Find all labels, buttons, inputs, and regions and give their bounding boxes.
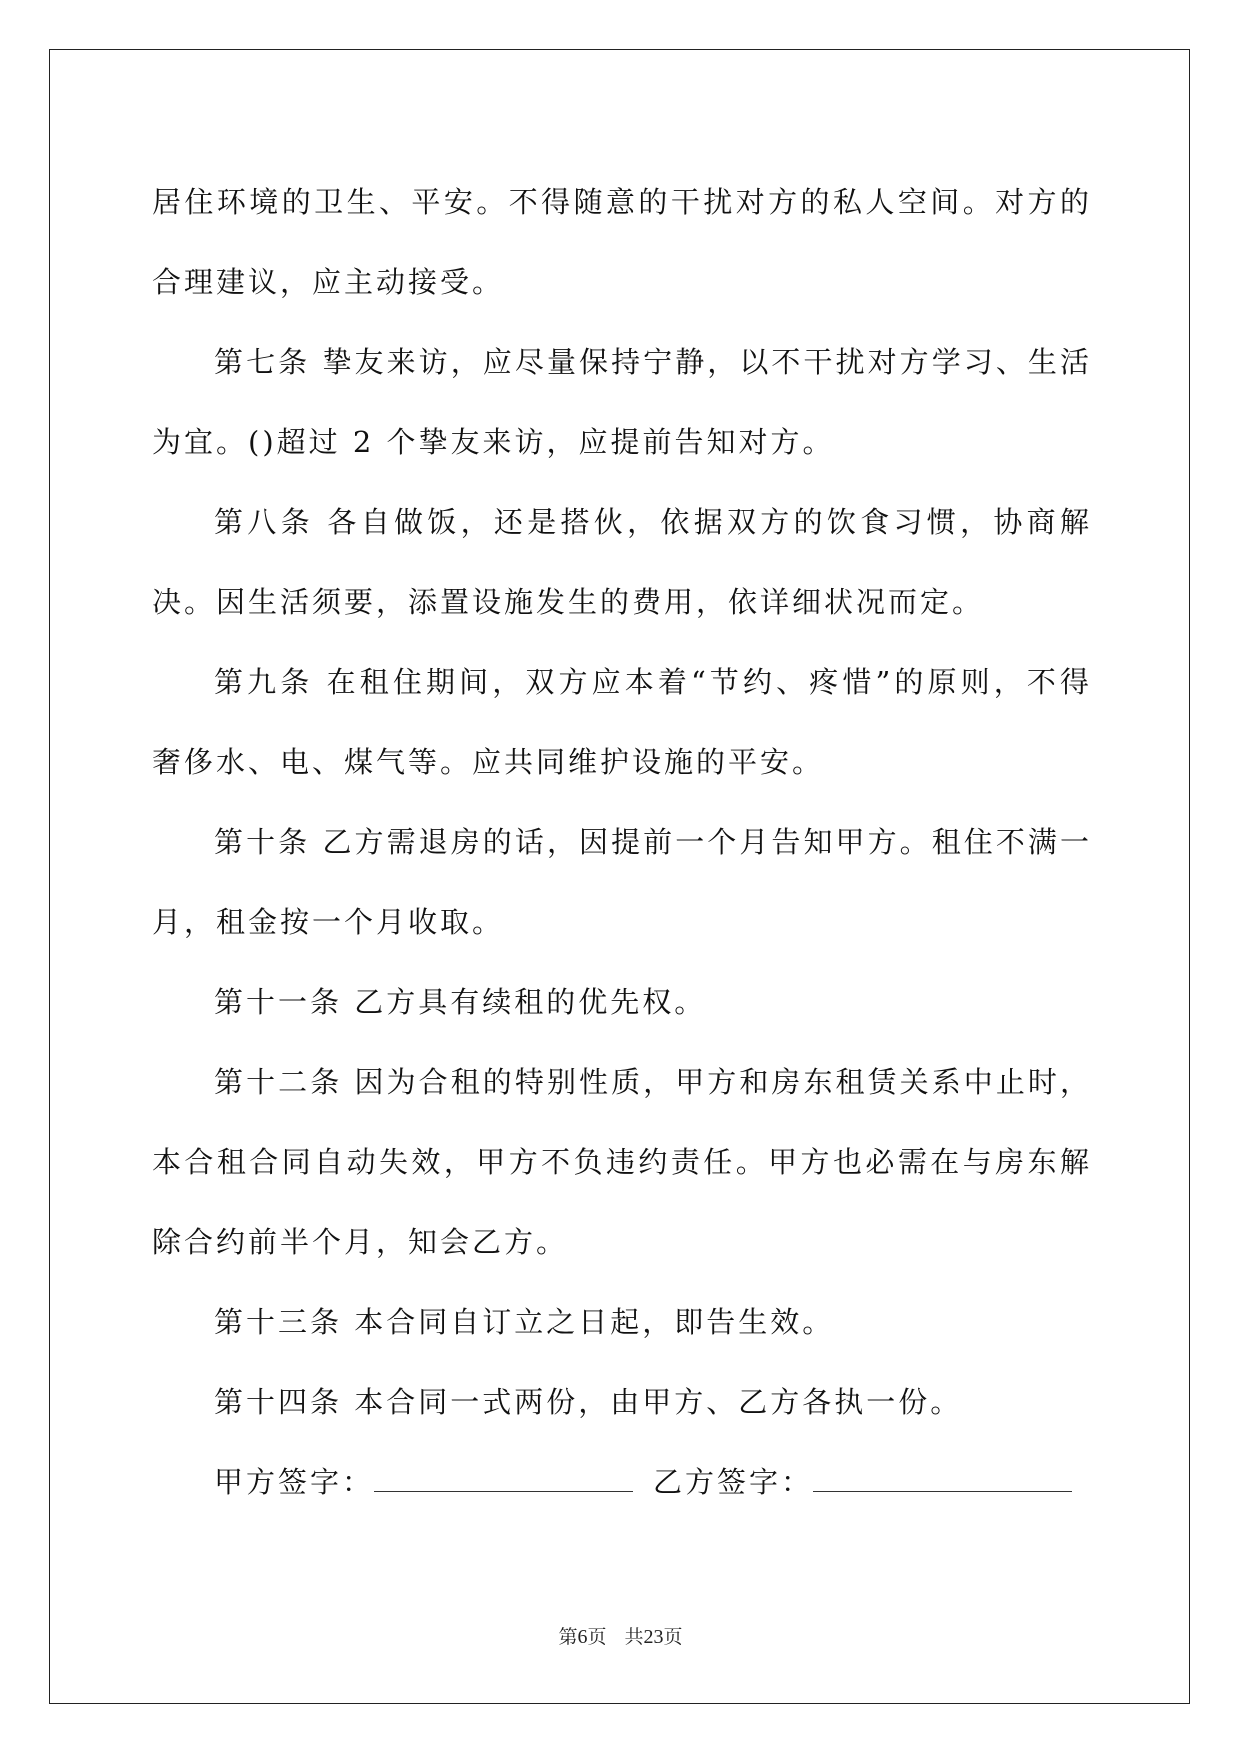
footer-total-prefix: 共 [624,1626,644,1648]
party-a-signature-label: 甲方签字： [214,1465,375,1499]
clause-8: 第八条 各自做饭，还是搭伙，依据双方的饮食习惯，协商解决。因生活须要，添置设施发生的费用，依详细状况而定。 [152,505,1092,619]
signature-row [152,1442,1092,1522]
paragraph-hygiene: 居住环境的卫生、平安。不得随意的干扰对方的私人空间。对方的合理建议，应主动接受。 [152,185,1092,299]
footer-page-suffix: 页 [587,1626,607,1648]
clause-9: 第九条 在租住期间，双方应本着“节约、疼惜”的原则，不得奢侈水、电、煤气等。应共同维护设施的平安。 [152,665,1092,779]
footer-page-number: 6 [577,1626,588,1648]
clause-10: 第十条 乙方需退房的话，因提前一个月告知甲方。租住不满一月，租金按一个月收取。 [152,825,1092,939]
footer-total-pages: 23 [643,1626,664,1648]
footer-page-prefix: 第 [558,1626,578,1648]
party-b-signature-blank [813,1477,1072,1492]
clause-11: 第十一条 乙方具有续租的优先权。 [214,985,707,1019]
page-footer [0,1622,1241,1649]
party-a-signature-blank [374,1477,633,1492]
clause-14: 第十四条 本合同一式两份，由甲方、乙方各执一份。 [214,1385,963,1419]
footer-total-suffix: 页 [663,1626,683,1648]
party-b-signature-label: 乙方签字： [653,1465,814,1499]
clause-13: 第十三条 本合同自订立之日起，即告生效。 [214,1305,835,1339]
clause-12: 第十二条 因为合租的特别性质，甲方和房东租赁关系中止时，本合租合同自动失效，甲方不负违约责任。甲方也必需在与房东解除合约前半个月，知会乙方。 [152,1065,1092,1259]
document-body [152,162,1092,1522]
clause-7: 第七条 挚友来访，应尽量保持宁静，以不干扰对方学习、生活为宜。()超过 2 个挚友来访，应提前告知对方。 [152,345,1092,459]
